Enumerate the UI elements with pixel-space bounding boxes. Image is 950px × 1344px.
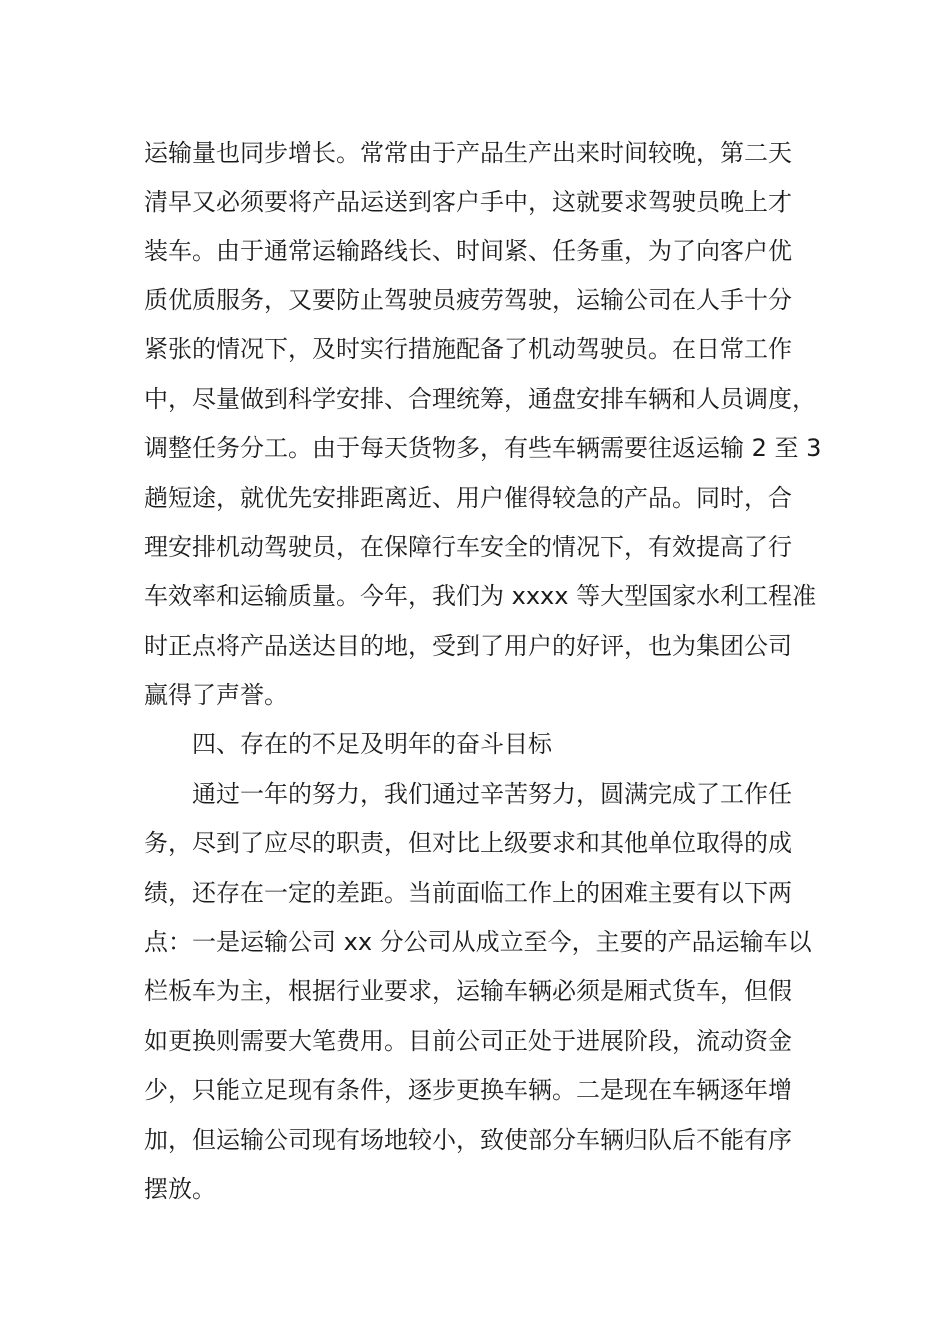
text-line-15: 务，尽到了应尽的职责，但对比上级要求和其他单位取得的成 bbox=[144, 829, 792, 857]
text-line-21: 加，但运输公司现有场地较小，致使部分车辆归队后不能有序 bbox=[144, 1126, 792, 1154]
section-heading: 四、存在的不足及明年的奋斗目标 bbox=[192, 730, 552, 758]
text-line-22: 摆放。 bbox=[144, 1175, 216, 1203]
text-line-6: 中，尽量做到科学安排、合理统筹，通盘安排车辆和人员调度， bbox=[144, 385, 816, 413]
text-line-10: 车效率和运输质量。今年，我们为 xxxx 等大型国家水利工程准 bbox=[144, 582, 817, 610]
text-line-3: 装车。由于通常运输路线长、时间紧、任务重，为了向客户优 bbox=[144, 237, 792, 265]
text-line-14: 通过一年的努力，我们通过辛苦努力，圆满完成了工作任 bbox=[192, 780, 792, 808]
text-line-16: 绩，还存在一定的差距。当前面临工作上的困难主要有以下两 bbox=[144, 879, 792, 907]
text-line-1: 运输量也同步增长。常常由于产品生产出来时间较晚，第二天 bbox=[144, 139, 792, 167]
text-line-20: 少，只能立足现有条件，逐步更换车辆。二是现在车辆逐年增 bbox=[144, 1076, 792, 1104]
text-line-7: 调整任务分工。由于每天货物多，有些车辆需要往返运输 2 至 3 bbox=[144, 434, 822, 462]
text-line-18: 栏板车为主，根据行业要求，运输车辆必须是厢式货车，但假 bbox=[144, 977, 792, 1005]
text-line-19: 如更换则需要大笔费用。目前公司正处于进展阶段，流动资金 bbox=[144, 1027, 792, 1055]
text-line-2: 清早又必须要将产品运送到客户手中，这就要求驾驶员晚上才 bbox=[144, 188, 792, 216]
text-line-8: 趟短途，就优先安排距离近、用户催得较急的产品。同时，合 bbox=[144, 484, 792, 512]
text-line-4: 质优质服务，又要防止驾驶员疲劳驾驶，运输公司在人手十分 bbox=[144, 286, 792, 314]
text-line-11: 时正点将产品送达目的地，受到了用户的好评，也为集团公司 bbox=[144, 632, 792, 660]
text-line-9: 理安排机动驾驶员，在保障行车安全的情况下，有效提高了行 bbox=[144, 533, 792, 561]
text-line-12: 赢得了声誉。 bbox=[144, 681, 288, 709]
text-line-5: 紧张的情况下，及时实行措施配备了机动驾驶员。在日常工作 bbox=[144, 335, 792, 363]
text-line-17: 点：一是运输公司 xx 分公司从成立至今，主要的产品运输车以 bbox=[144, 928, 812, 956]
